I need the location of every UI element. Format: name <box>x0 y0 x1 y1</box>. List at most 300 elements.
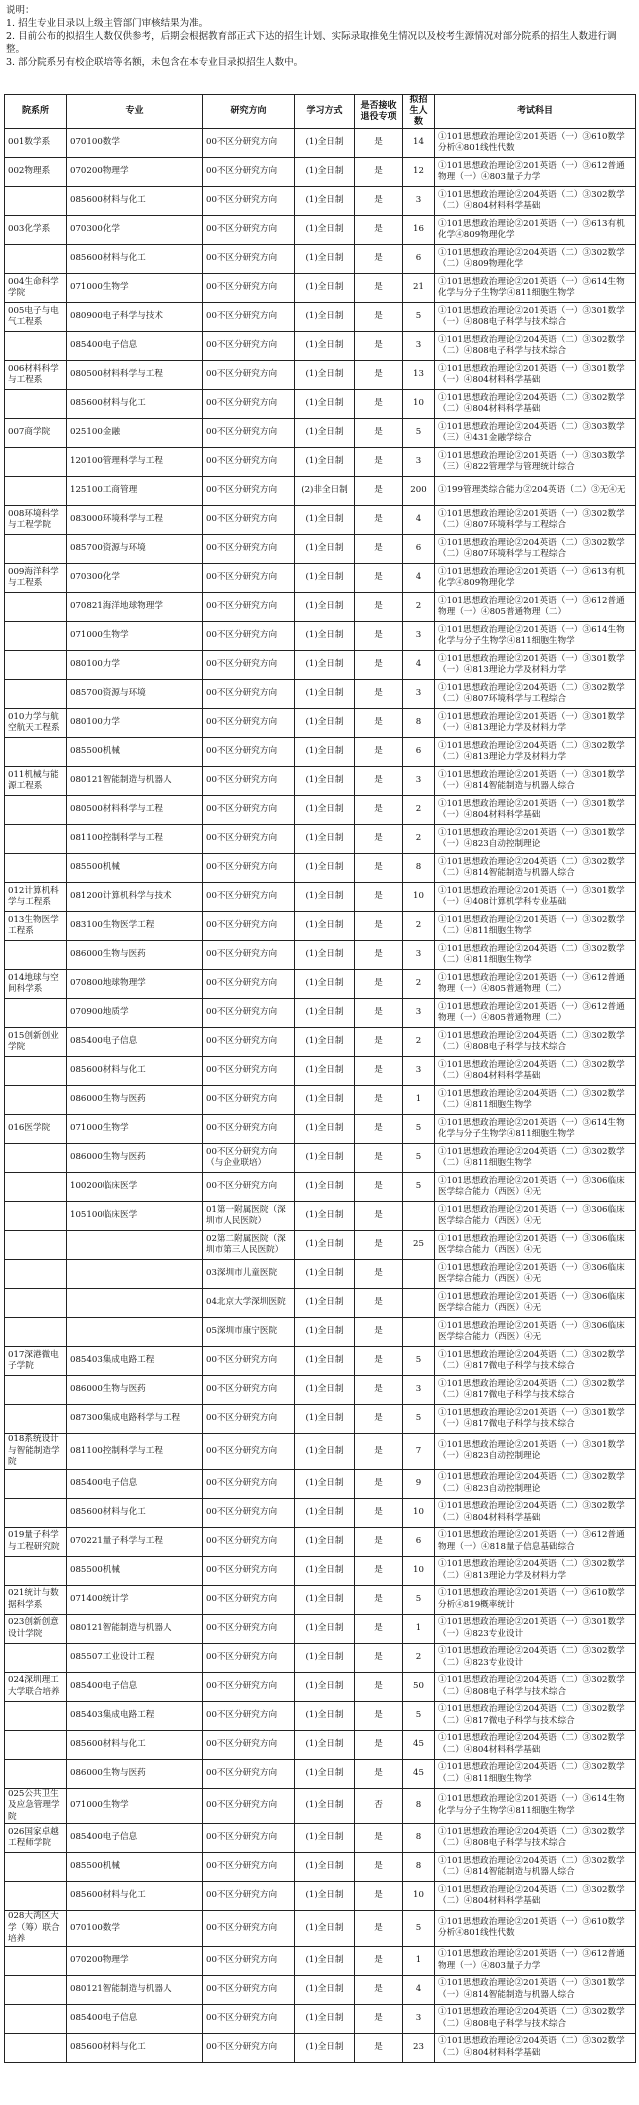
table-row <box>5 477 636 506</box>
major-cell: 080121智能制造与机器人 <box>67 1614 203 1643</box>
enrollment-cell: 2 <box>403 970 435 999</box>
enrollment-cell: 5 <box>403 419 435 448</box>
enrollment-cell: 16 <box>403 216 435 245</box>
study-mode-cell: (1)全日制 <box>295 1260 355 1289</box>
study-mode-cell: (1)全日制 <box>295 2033 355 2062</box>
study-mode-cell: (1)全日制 <box>295 796 355 825</box>
exam-subjects-cell: ①101思想政治理论②204英语（二）③302数学（二）④804材料科学基础 <box>435 390 636 419</box>
major-cell: 083100生物医学工程 <box>67 912 203 941</box>
enrollment-cell: 45 <box>403 1759 435 1788</box>
study-mode-cell: (1)全日制 <box>295 1788 355 1824</box>
enrollment-cell: 2 <box>403 593 435 622</box>
exam-subjects-cell: ①101思想政治理论②204英语（二）③302数学（二）④808电子科学与技术综合 <box>435 1672 636 1701</box>
veteran-cell: 是 <box>355 1376 403 1405</box>
department-cell: 018系统设计与智能制造学院 <box>5 1434 67 1470</box>
major-cell: 083000环境科学与工程 <box>67 506 203 535</box>
veteran-cell: 是 <box>355 883 403 912</box>
enrollment-cell: 8 <box>403 1824 435 1853</box>
table-row <box>5 651 636 680</box>
exam-subjects-cell: ①101思想政治理论②201英语（一）③610数学分析④819概率统计 <box>435 1585 636 1614</box>
direction-cell: 00不区分研究方向 <box>203 1614 295 1643</box>
veteran-cell: 是 <box>355 1882 403 1911</box>
direction-cell: 00不区分研究方向 <box>203 158 295 187</box>
department-cell: 013生物医学工程系 <box>5 912 67 941</box>
veteran-cell: 否 <box>355 1788 403 1824</box>
study-mode-cell: (1)全日制 <box>295 1911 355 1947</box>
direction-cell: 00不区分研究方向 <box>203 767 295 796</box>
enrollment-cell: 3 <box>403 1057 435 1086</box>
exam-subjects-cell: ①101思想政治理论②204英语（二）③302数学（二）④814智能制造与机器人综合 <box>435 854 636 883</box>
department-cell: 028大湾区大学（筹）联合培养 <box>5 1911 67 1947</box>
veteran-cell: 是 <box>355 1498 403 1527</box>
enrollment-cell: 4 <box>403 564 435 593</box>
veteran-cell: 是 <box>355 1405 403 1434</box>
department-cell <box>5 1701 67 1730</box>
exam-subjects-cell: ①101思想政治理论②201英语（一）③614生物化学与分子生物学④811细胞生物学 <box>435 274 636 303</box>
direction-cell: 00不区分研究方向 <box>203 825 295 854</box>
direction-cell: 02第二附属医院（深圳市第三人民医院） <box>203 1231 295 1260</box>
veteran-cell: 是 <box>355 999 403 1028</box>
veteran-cell: 是 <box>355 767 403 796</box>
department-cell: 025公共卫生及应急管理学院 <box>5 1788 67 1824</box>
enrollment-cell: 3 <box>403 187 435 216</box>
veteran-cell: 是 <box>355 1260 403 1289</box>
veteran-cell: 是 <box>355 796 403 825</box>
veteran-cell: 是 <box>355 2004 403 2033</box>
department-cell: 006材料科学与工程系 <box>5 361 67 390</box>
enrollment-cell: 7 <box>403 1434 435 1470</box>
header-major: 专业 <box>67 95 203 129</box>
enrollment-cell <box>403 1202 435 1231</box>
table-row <box>5 941 636 970</box>
major-cell: 105100临床医学 <box>67 1202 203 1231</box>
exam-subjects-cell: ①101思想政治理论②201英语（一）③306临床医学综合能力（西医）④无 <box>435 1289 636 1318</box>
exam-subjects-cell: ①101思想政治理论②204英语（二）③302数学（二）④804材料科学基础 <box>435 187 636 216</box>
direction-cell: 00不区分研究方向 <box>203 1498 295 1527</box>
major-cell: 081200计算机科学与技术 <box>67 883 203 912</box>
major-cell: 071400统计学 <box>67 1585 203 1614</box>
study-mode-cell: (1)全日制 <box>295 738 355 767</box>
exam-subjects-cell: ①101思想政治理论②201英语（一）③612普通物理（一）④803量子力学 <box>435 1946 636 1975</box>
direction-cell: 00不区分研究方向 <box>203 1824 295 1853</box>
table-row <box>5 680 636 709</box>
table-row <box>5 216 636 245</box>
enrollment-cell: 6 <box>403 535 435 564</box>
veteran-cell: 是 <box>355 709 403 738</box>
exam-subjects-cell: ①101思想政治理论②201英语（一）③610数学分析④801线性代数 <box>435 129 636 158</box>
major-cell: 085507工业设计工程 <box>67 1643 203 1672</box>
veteran-cell: 是 <box>355 1289 403 1318</box>
enrollment-cell: 8 <box>403 1788 435 1824</box>
department-cell: 023创新创意设计学院 <box>5 1614 67 1643</box>
enrollment-cell: 5 <box>403 1911 435 1947</box>
department-cell: 009海洋科学与工程系 <box>5 564 67 593</box>
department-cell: 002物理系 <box>5 158 67 187</box>
study-mode-cell: (1)全日制 <box>295 361 355 390</box>
study-mode-cell: (1)全日制 <box>295 912 355 941</box>
major-cell: 085600材料与化工 <box>67 390 203 419</box>
table-row <box>5 709 636 738</box>
direction-cell: 03深圳市儿童医院 <box>203 1260 295 1289</box>
direction-cell: 00不区分研究方向 <box>203 1556 295 1585</box>
department-cell: 008环境科学与工程学院 <box>5 506 67 535</box>
direction-cell: 00不区分研究方向 <box>203 1115 295 1144</box>
major-cell <box>67 1318 203 1347</box>
direction-cell: 00不区分研究方向 <box>203 709 295 738</box>
department-cell <box>5 1498 67 1527</box>
exam-subjects-cell: ①101思想政治理论②204英语（二）③302数学（二）④813理论力学及材料力学 <box>435 1556 636 1585</box>
exam-subjects-cell: ①101思想政治理论②201英语（一）③306临床医学综合能力（西医）④无 <box>435 1318 636 1347</box>
exam-subjects-cell: ①101思想政治理论②204英语（二）③302数学（二）④804材料科学基础 <box>435 2033 636 2062</box>
header-study-mode: 学习方式 <box>295 95 355 129</box>
major-cell: 070800地球物理学 <box>67 970 203 999</box>
department-cell <box>5 1975 67 2004</box>
table-row <box>5 912 636 941</box>
direction-cell: 00不区分研究方向 <box>203 1057 295 1086</box>
exam-subjects-cell: ①101思想政治理论②201英语（一）③613有机化学④809物理化学 <box>435 564 636 593</box>
veteran-cell: 是 <box>355 448 403 477</box>
department-cell <box>5 1202 67 1231</box>
department-cell: 019量子科学与工程研究院 <box>5 1527 67 1556</box>
exam-subjects-cell: ①101思想政治理论②201英语（一）③301数学（一）④804材料科学基础 <box>435 361 636 390</box>
enrollment-cell: 12 <box>403 158 435 187</box>
department-cell <box>5 941 67 970</box>
table-row <box>5 2033 636 2062</box>
department-cell: 010力学与航空航天工程系 <box>5 709 67 738</box>
direction-cell: 00不区分研究方向 <box>203 1788 295 1824</box>
major-cell: 081100控制科学与工程 <box>67 825 203 854</box>
study-mode-cell: (1)全日制 <box>295 1853 355 1882</box>
exam-subjects-cell: ①101思想政治理论②201英语（一）③612普通物理（一）④805普通物理（二） <box>435 970 636 999</box>
table-row <box>5 854 636 883</box>
department-cell <box>5 1086 67 1115</box>
study-mode-cell: (1)全日制 <box>295 1882 355 1911</box>
enrollment-cell: 10 <box>403 1498 435 1527</box>
table-row <box>5 1527 636 1556</box>
enrollment-cell: 5 <box>403 1701 435 1730</box>
exam-subjects-cell: ①101思想政治理论②201英语（一）③301数学（一）④823专业设计 <box>435 1614 636 1643</box>
study-mode-cell: (1)全日制 <box>295 1759 355 1788</box>
table-row <box>5 1115 636 1144</box>
study-mode-cell: (1)全日制 <box>295 883 355 912</box>
table-row <box>5 1672 636 1701</box>
veteran-cell: 是 <box>355 1975 403 2004</box>
enrollment-cell: 3 <box>403 1376 435 1405</box>
major-cell <box>67 1231 203 1260</box>
study-mode-cell: (1)全日制 <box>295 1701 355 1730</box>
major-cell <box>67 1289 203 1318</box>
exam-subjects-cell: ①101思想政治理论②204英语（二）③302数学（二）④811细胞生物学 <box>435 941 636 970</box>
direction-cell: 00不区分研究方向 <box>203 1028 295 1057</box>
major-cell: 071000生物学 <box>67 274 203 303</box>
study-mode-cell: (2)非全日制 <box>295 477 355 506</box>
table-row <box>5 1853 636 1882</box>
direction-cell: 00不区分研究方向 <box>203 1173 295 1202</box>
direction-cell: 00不区分研究方向 <box>203 1376 295 1405</box>
major-cell: 086000生物与医药 <box>67 941 203 970</box>
veteran-cell: 是 <box>355 477 403 506</box>
study-mode-cell: (1)全日制 <box>295 2004 355 2033</box>
major-cell: 070100数学 <box>67 129 203 158</box>
direction-cell: 00不区分研究方向 <box>203 303 295 332</box>
major-cell: 085600材料与化工 <box>67 2033 203 2062</box>
veteran-cell: 是 <box>355 941 403 970</box>
veteran-cell: 是 <box>355 1643 403 1672</box>
study-mode-cell: (1)全日制 <box>295 1289 355 1318</box>
exam-subjects-cell: ①101思想政治理论②204英语（二）③302数学（二）④814智能制造与机器人综合 <box>435 1853 636 1882</box>
veteran-cell: 是 <box>355 1028 403 1057</box>
major-cell: 085600材料与化工 <box>67 187 203 216</box>
exam-subjects-cell: ①101思想政治理论②204英语（二）③302数学（二）④807环境科学与工程综合 <box>435 680 636 709</box>
direction-cell: 00不区分研究方向 <box>203 274 295 303</box>
enrollment-cell: 9 <box>403 1469 435 1498</box>
study-mode-cell: (1)全日制 <box>295 854 355 883</box>
department-cell: 014地球与空间科学系 <box>5 970 67 999</box>
department-cell <box>5 535 67 564</box>
major-cell: 070200物理学 <box>67 158 203 187</box>
exam-subjects-cell: ①101思想政治理论②201英语（一）③301数学（一）④808电子科学与技术综合 <box>435 303 636 332</box>
header-research-direction: 研究方向 <box>203 95 295 129</box>
table-row <box>5 1260 636 1289</box>
direction-cell: 00不区分研究方向 <box>203 216 295 245</box>
department-cell <box>5 1946 67 1975</box>
direction-cell: 00不区分研究方向 <box>203 448 295 477</box>
department-cell <box>5 1260 67 1289</box>
header-enrollment: 拟招生人数 <box>403 95 435 129</box>
direction-cell: 00不区分研究方向 <box>203 1643 295 1672</box>
direction-cell: 00不区分研究方向 <box>203 1347 295 1376</box>
enrollment-cell: 45 <box>403 1730 435 1759</box>
veteran-cell: 是 <box>355 825 403 854</box>
veteran-cell: 是 <box>355 419 403 448</box>
veteran-cell: 是 <box>355 187 403 216</box>
table-row <box>5 1173 636 1202</box>
enrollment-cell: 21 <box>403 274 435 303</box>
veteran-cell: 是 <box>355 1730 403 1759</box>
exam-subjects-cell: ①101思想政治理论②204英语（二）③302数学（二）④817微电子科学与技术综合 <box>435 1347 636 1376</box>
study-mode-cell: (1)全日制 <box>295 1173 355 1202</box>
direction-cell: 01第一附属医院（深圳市人民医院） <box>203 1202 295 1231</box>
enrollment-cell: 50 <box>403 1672 435 1701</box>
veteran-cell: 是 <box>355 738 403 767</box>
table-row <box>5 1882 636 1911</box>
study-mode-cell: (1)全日制 <box>295 1527 355 1556</box>
study-mode-cell: (1)全日制 <box>295 390 355 419</box>
exam-subjects-cell: ①101思想政治理论②204英语（二）③302数学（二）④813理论力学及材料力学 <box>435 738 636 767</box>
exam-subjects-cell: ①101思想政治理论②201英语（一）③306临床医学综合能力（西医）④无 <box>435 1173 636 1202</box>
study-mode-cell: (1)全日制 <box>295 709 355 738</box>
major-cell: 086000生物与医药 <box>67 1376 203 1405</box>
major-cell: 087300集成电路科学与工程 <box>67 1405 203 1434</box>
direction-cell: 00不区分研究方向 <box>203 1882 295 1911</box>
enrollment-cell: 23 <box>403 2033 435 2062</box>
veteran-cell: 是 <box>355 361 403 390</box>
direction-cell: 00不区分研究方向 <box>203 535 295 564</box>
direction-cell: 00不区分研究方向 <box>203 361 295 390</box>
exam-subjects-cell: ①101思想政治理论②204英语（二）③302数学（二）④808电子科学与技术综合 <box>435 1824 636 1853</box>
table-row <box>5 506 636 535</box>
department-cell: 003化学系 <box>5 216 67 245</box>
veteran-cell: 是 <box>355 1911 403 1947</box>
major-cell: 085400电子信息 <box>67 1824 203 1853</box>
study-mode-cell: (1)全日制 <box>295 593 355 622</box>
direction-cell: 00不区分研究方向 <box>203 1405 295 1434</box>
veteran-cell: 是 <box>355 332 403 361</box>
study-mode-cell: (1)全日制 <box>295 1347 355 1376</box>
veteran-cell: 是 <box>355 158 403 187</box>
major-cell: 085403集成电路工程 <box>67 1347 203 1376</box>
direction-cell: 00不区分研究方向 <box>203 390 295 419</box>
department-cell <box>5 1759 67 1788</box>
direction-cell: 00不区分研究方向 <box>203 1434 295 1470</box>
exam-subjects-cell: ①101思想政治理论②204英语（二）③302数学（二）④811细胞生物学 <box>435 1086 636 1115</box>
department-cell <box>5 1144 67 1173</box>
department-cell <box>5 622 67 651</box>
direction-cell: 00不区分研究方向 <box>203 477 295 506</box>
major-cell: 085500机械 <box>67 738 203 767</box>
table-row <box>5 1911 636 1947</box>
direction-cell: 00不区分研究方向 <box>203 1086 295 1115</box>
table-row <box>5 1788 636 1824</box>
enrollment-cell: 5 <box>403 1585 435 1614</box>
study-mode-cell: (1)全日制 <box>295 535 355 564</box>
enrollment-cell: 2 <box>403 912 435 941</box>
major-cell: 085700资源与环境 <box>67 535 203 564</box>
table-row <box>5 1231 636 1260</box>
veteran-cell: 是 <box>355 1701 403 1730</box>
enrollment-cell: 2 <box>403 1643 435 1672</box>
study-mode-cell: (1)全日制 <box>295 1946 355 1975</box>
table-row <box>5 1469 636 1498</box>
direction-cell: 00不区分研究方向 <box>203 1975 295 2004</box>
exam-subjects-cell: ①101思想政治理论②204英语（二）③302数学（二）④808电子科学与技术综合 <box>435 332 636 361</box>
table-row <box>5 1318 636 1347</box>
exam-subjects-cell: ①101思想政治理论②201英语（一）③610数学分析④801线性代数 <box>435 1911 636 1947</box>
study-mode-cell: (1)全日制 <box>295 187 355 216</box>
enrollment-cell: 10 <box>403 1556 435 1585</box>
study-mode-cell: (1)全日制 <box>295 1434 355 1470</box>
veteran-cell: 是 <box>355 303 403 332</box>
exam-subjects-cell: ①101思想政治理论②204英语（二）③302数学（二）④807环境科学与工程综合 <box>435 535 636 564</box>
department-cell: 004生命科学学院 <box>5 274 67 303</box>
notes <box>6 4 634 69</box>
study-mode-cell: (1)全日制 <box>295 1585 355 1614</box>
veteran-cell: 是 <box>355 1434 403 1470</box>
veteran-cell: 是 <box>355 2033 403 2062</box>
direction-cell: 00不区分研究方向 <box>203 419 295 448</box>
exam-subjects-cell: ①101思想政治理论②201英语（一）③612普通物理（一）④803量子力学 <box>435 158 636 187</box>
enrollment-cell: 1 <box>403 1614 435 1643</box>
table-row <box>5 1614 636 1643</box>
study-mode-cell: (1)全日制 <box>295 825 355 854</box>
study-mode-cell: (1)全日制 <box>295 274 355 303</box>
exam-subjects-cell: ①101思想政治理论②201英语（一）③301数学（一）④804材料科学基础 <box>435 796 636 825</box>
enrollment-cell: 5 <box>403 303 435 332</box>
table-row <box>5 1202 636 1231</box>
direction-cell: 00不区分研究方向 <box>203 1672 295 1701</box>
study-mode-cell: (1)全日制 <box>295 303 355 332</box>
table-row <box>5 158 636 187</box>
department-cell <box>5 680 67 709</box>
direction-cell: 00不区分研究方向 <box>203 2033 295 2062</box>
department-cell: 012计算机科学与工程系 <box>5 883 67 912</box>
table-row <box>5 1946 636 1975</box>
table-row <box>5 1556 636 1585</box>
study-mode-cell: (1)全日制 <box>295 651 355 680</box>
table-row <box>5 1585 636 1614</box>
department-cell <box>5 1231 67 1260</box>
exam-subjects-cell: ①101思想政治理论②204英语（二）③302数学（二）④808电子科学与技术综合 <box>435 1028 636 1057</box>
veteran-cell: 是 <box>355 1759 403 1788</box>
enrollment-cell: 5 <box>403 1144 435 1173</box>
exam-subjects-cell: ①101思想政治理论②201英语（一）③612普通物理（一）④818量子信息基础综合 <box>435 1527 636 1556</box>
table-body <box>5 129 636 2063</box>
major-cell: 070900地质学 <box>67 999 203 1028</box>
study-mode-cell: (1)全日制 <box>295 158 355 187</box>
table-row <box>5 1028 636 1057</box>
veteran-cell: 是 <box>355 1202 403 1231</box>
study-mode-cell: (1)全日制 <box>295 129 355 158</box>
exam-subjects-cell: ①101思想政治理论②201英语（一）③301数学（一）④814智能制造与机器人综合 <box>435 767 636 796</box>
major-cell: 100200临床医学 <box>67 1173 203 1202</box>
table-row <box>5 187 636 216</box>
department-cell <box>5 1730 67 1759</box>
major-cell: 086000生物与医药 <box>67 1759 203 1788</box>
direction-cell: 00不区分研究方向 <box>203 680 295 709</box>
exam-subjects-cell: ①101思想政治理论②201英语（一）③301数学（一）④817微电子科学与技术综合 <box>435 1405 636 1434</box>
table-row <box>5 1975 636 2004</box>
exam-subjects-cell: ①101思想政治理论②201英语（一）③301数学（一）④813理论力学及材料力学 <box>435 709 636 738</box>
table-row <box>5 1643 636 1672</box>
study-mode-cell: (1)全日制 <box>295 216 355 245</box>
veteran-cell: 是 <box>355 245 403 274</box>
exam-subjects-cell: ①101思想政治理论②201英语（一）③612普通物理（一）④805普通物理（二） <box>435 593 636 622</box>
major-cell: 085400电子信息 <box>67 1469 203 1498</box>
table-row <box>5 1759 636 1788</box>
major-cell: 120100管理科学与工程 <box>67 448 203 477</box>
exam-subjects-cell: ①101思想政治理论②201英语（一）③301数学（一）④823自动控制理论 <box>435 825 636 854</box>
enrollment-cell: 3 <box>403 767 435 796</box>
exam-subjects-cell: ①101思想政治理论②204英语（二）③302数学（二）④817微电子科学与技术综合 <box>435 1701 636 1730</box>
veteran-cell: 是 <box>355 622 403 651</box>
enrollment-cell: 10 <box>403 390 435 419</box>
table-row <box>5 1498 636 1527</box>
veteran-cell: 是 <box>355 216 403 245</box>
major-cell: 070300化学 <box>67 216 203 245</box>
major-cell: 081100控制科学与工程 <box>67 1434 203 1470</box>
major-cell: 085500机械 <box>67 1556 203 1585</box>
study-mode-cell: (1)全日制 <box>295 767 355 796</box>
admission-catalog-table <box>4 94 636 2063</box>
study-mode-cell: (1)全日制 <box>295 680 355 709</box>
enrollment-cell <box>403 1318 435 1347</box>
table-row <box>5 1730 636 1759</box>
study-mode-cell: (1)全日制 <box>295 564 355 593</box>
enrollment-cell: 2 <box>403 796 435 825</box>
enrollment-cell: 3 <box>403 622 435 651</box>
enrollment-cell: 8 <box>403 709 435 738</box>
study-mode-cell: (1)全日制 <box>295 1231 355 1260</box>
direction-cell: 00不区分研究方向 <box>203 1527 295 1556</box>
note-item: 1. 招生专业目录以上级主管部门审核结果为准。 <box>6 18 209 29</box>
table-row <box>5 593 636 622</box>
veteran-cell: 是 <box>355 1057 403 1086</box>
major-cell: 085600材料与化工 <box>67 1882 203 1911</box>
major-cell: 070300化学 <box>67 564 203 593</box>
enrollment-cell: 3 <box>403 999 435 1028</box>
exam-subjects-cell: ①101思想政治理论②201英语（一）③614生物化学与分子生物学④811细胞生物学 <box>435 1788 636 1824</box>
study-mode-cell: (1)全日制 <box>295 506 355 535</box>
